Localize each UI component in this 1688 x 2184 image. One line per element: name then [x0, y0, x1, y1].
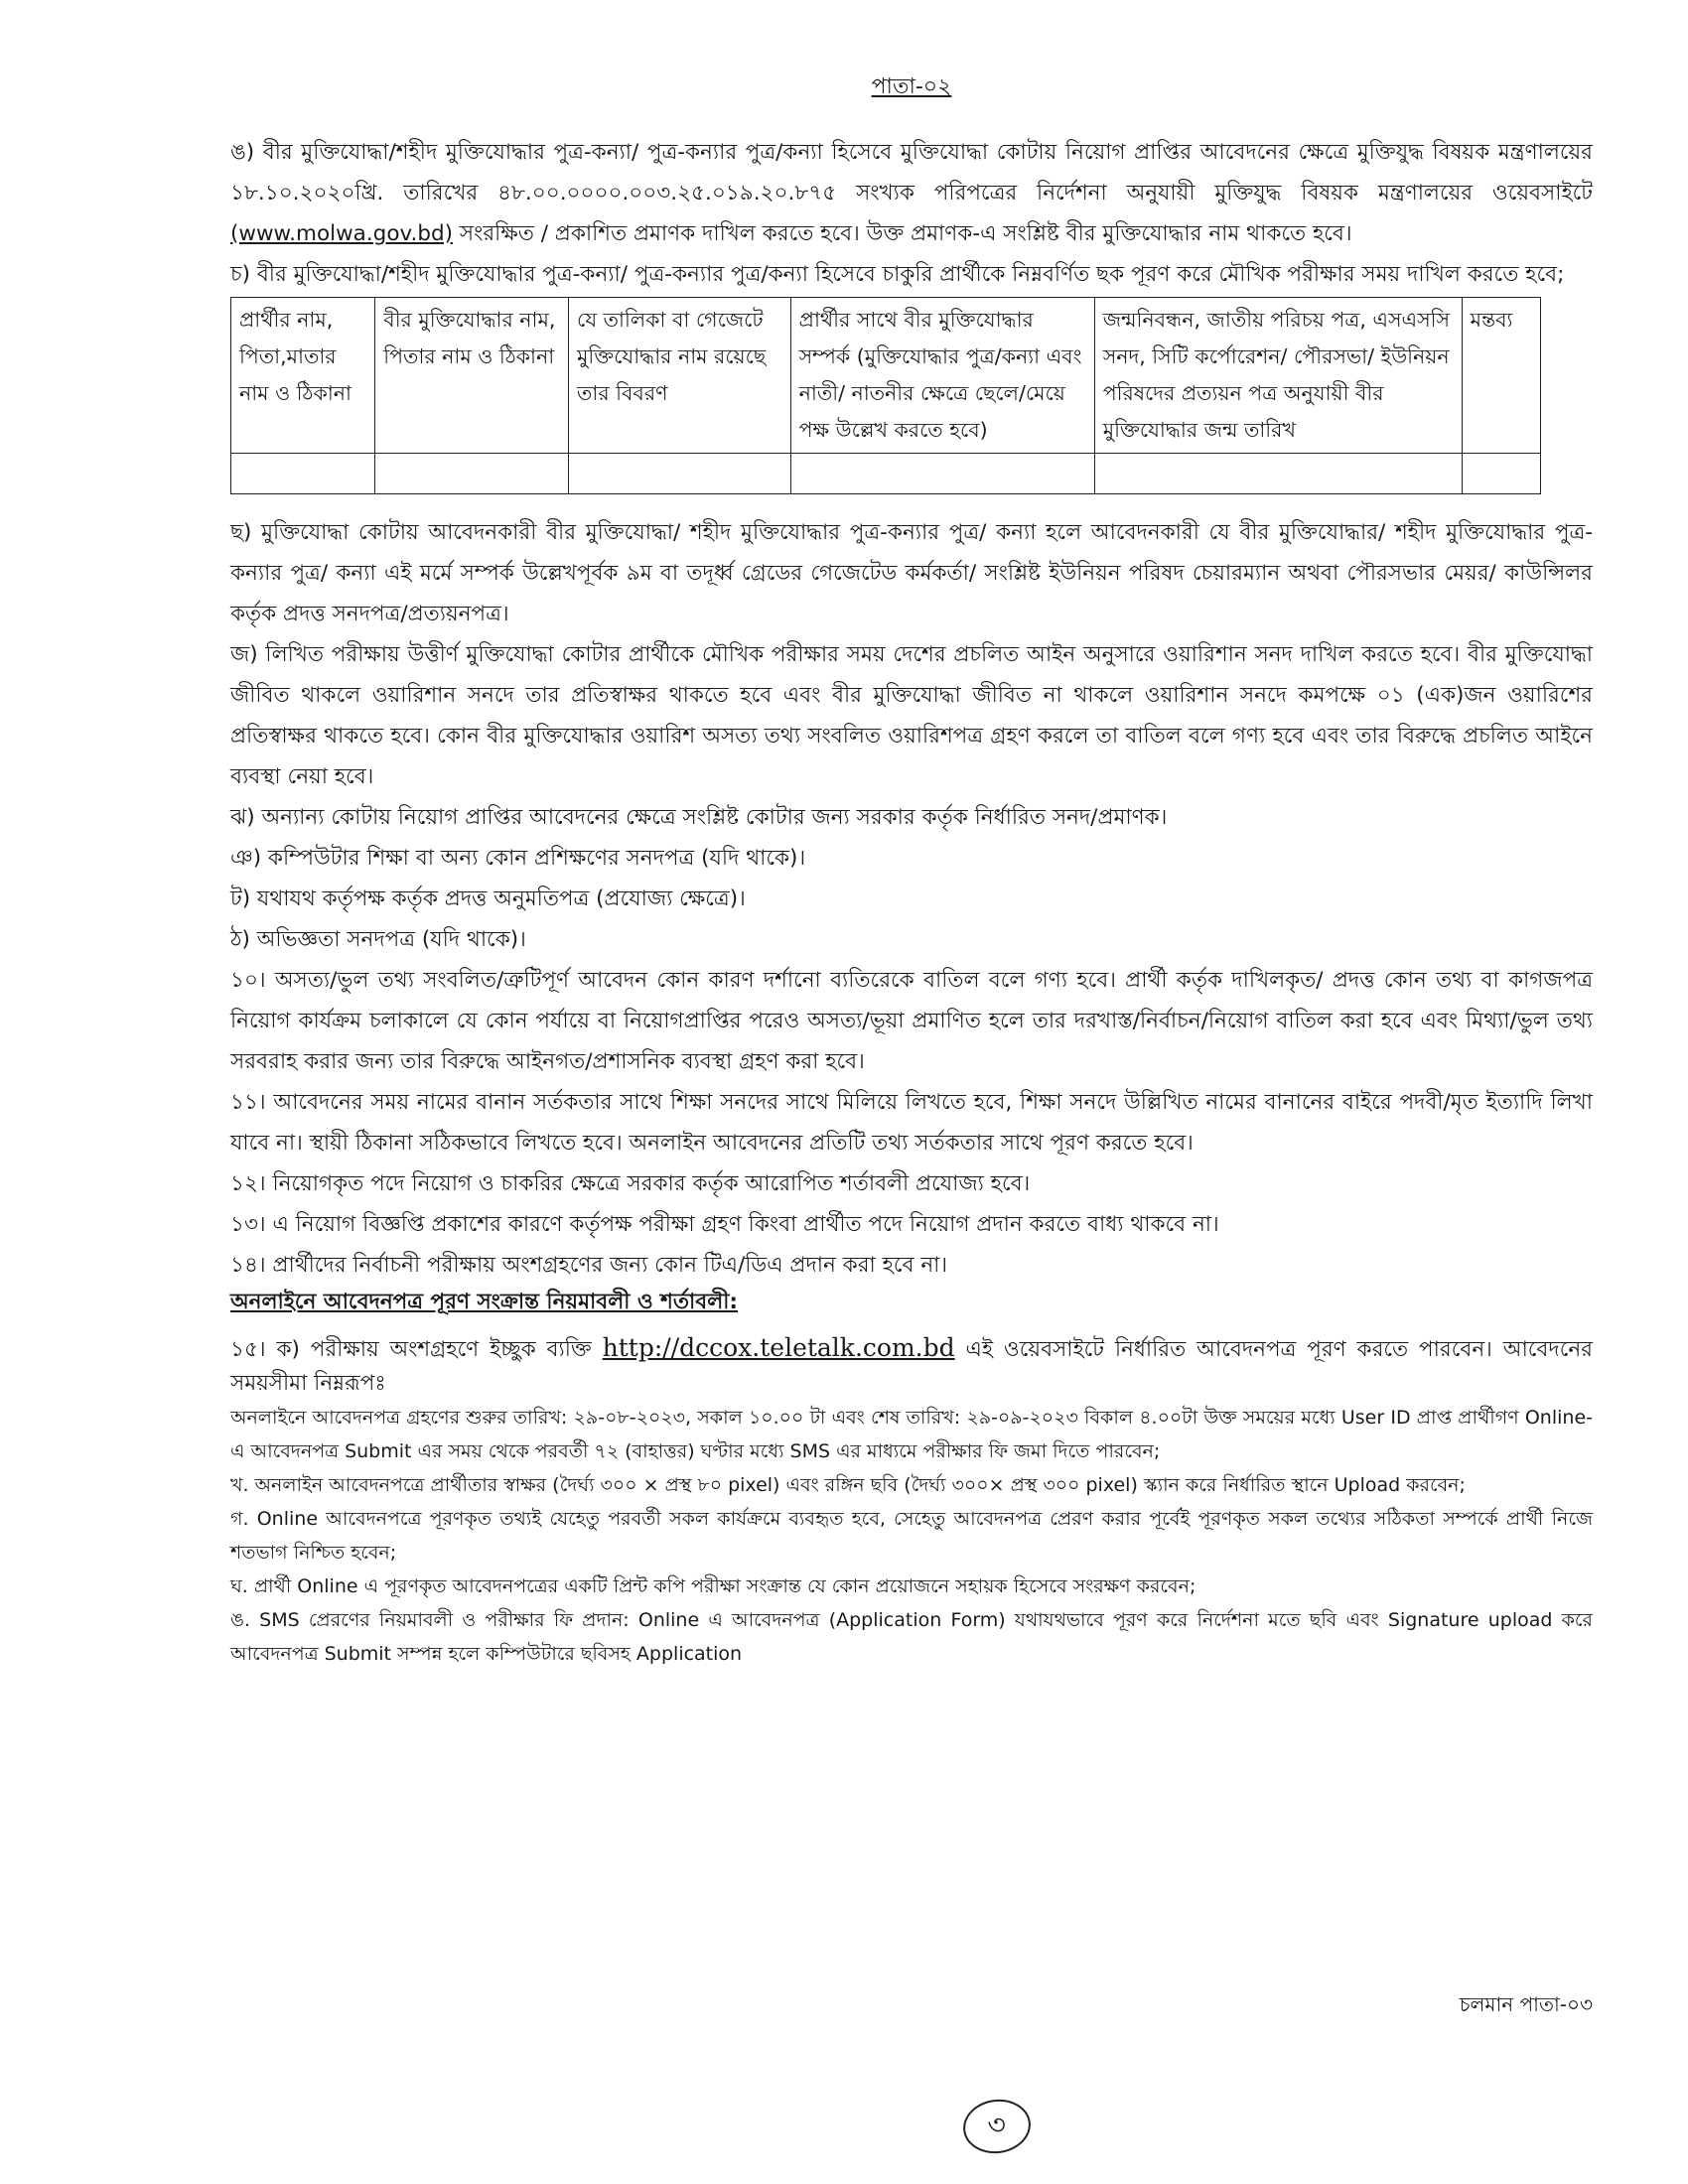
clause-ga: গ. Online আবেদনপত্রে পূরণকৃত তথ্যই যেহেতু পরবর্তী সকল কার্যক্রমে ব্যবহৃত হবে, সেহেতু আবেদনপত্র প্রেরণ করার পূর্বেই পূরণকৃত সকল তথ্যের সঠিকতা সম্পর্কে প্রার্থী নিজে শতভাগ নিশ্চিত হবেন;: [230, 1508, 1593, 1564]
clause-ta: ট) যথাযথ কর্তৃপক্ষ কর্তৃক প্রদত্ত অনুমতিপত্র (প্রযোজ্য ক্ষেত্রে)।: [230, 887, 746, 911]
teletalk-link[interactable]: http://dccox.teletalk.com.bd: [602, 1333, 955, 1362]
clause-chha: ছ) মুক্তিযোদ্ধা কোটায় আবেদনকারী বীর মুক্তিযোদ্ধা/ শহীদ মুক্তিযোদ্ধার পুত্র-কন্যার পুত্র/ কন্যা হলে আবেদনকারী যে বীর মুক্তিযোদ্ধার/ শহীদ মুক্তিযোদ্ধার পুত্র-কন্যার পুত্র/ কন্যা এই মর্মে সম্পর্ক উল্লেখপূর্বক ৯ম বা তদূর্ধ্ব গ্রেডের গেজেটেড কর্মকর্তা/ সংশ্লিষ্ট ইউনিয়ন পরিষদ চেয়ারম্যান অথবা পৌরসভার মেয়র/ কাউন্সিলর কর্তৃক প্রদত্ত সনদপত্র/প্রত্যয়নপত্র।: [230, 520, 1593, 626]
molwa-link[interactable]: (www.molwa.gov.bd): [230, 221, 454, 246]
clause-uma: ঙ. SMS প্রেরণের নিয়মাবলী ও পরীক্ষার ফি প্রদান: Online এ আবেদনপত্র (Application Form) যথাযথভাবে পূরণ করে নির্দেশনা মতে ছবি এবং Signature upload করে আবেদনপত্র Submit সম্পন্ন হলে কম্পিউটারে ছবিসহ Application: [230, 1609, 1593, 1665]
clause-kha: খ. অনলাইন আবেদনপত্রে প্রার্থীতার স্বাক্ষর (দৈর্ঘ্য ৩০০ × প্রস্থ ৮০ pixel) এবং রঙ্গিন ছবি (দৈর্ঘ্য ৩০০× প্রস্থ ৩০০ pixel) স্ক্যান করে নির্ধারিত স্থানে Upload করবেন;: [230, 1474, 1466, 1496]
freedom-fighter-table: [230, 297, 1541, 494]
clause-ja: জ) লিখিত পরীক্ষায় উত্তীর্ণ মুক্তিযোদ্ধা কোটার প্রার্থীকে মৌখিক পরীক্ষার সময় দেশের প্রচলিত আইন অনুসারে ওয়ারিশান সনদ দাখিল করতে হবে। বীর মুক্তিযোদ্ধা জীবিত থাকলে ওয়ারিশান সনদে তার প্রতিস্বাক্ষর থাকতে হবে এবং বীর মুক্তিযোদ্ধা জীবিত না থাকলে ওয়ারিশান সনদে কমপক্ষে ০১ (এক)জন ওয়ারিশের প্রতিস্বাক্ষর থাকতে হবে। কোন বীর মুক্তিযোদ্ধার ওয়ারিশ অসত্য তথ্য সংবলিত ওয়ারিশপত্র গ্রহণ করলে তা বাতিল বলে গণ্য হবে এবং তার বিরুদ্ধে প্রচলিত আইনে ব্যবস্থা নেয়া হবে।: [230, 642, 1593, 789]
table-cell[interactable]: [569, 454, 791, 494]
continue-note: চলমান পাতা-০৩: [1459, 1992, 1593, 2016]
page-header: পাতা-০২: [871, 74, 952, 99]
application-dates: অনলাইনে আবেদনপত্র গ্রহণের শুরুর তারিখ: ২৯-০৮-২০২৩, সকাল ১০.০০ টা এবং শেষ তারিখ: ২৯-০৯-২০২৩ বিকাল ৪.০০টা উক্ত সময়ের মধ্যে User ID প্রাপ্ত প্রার্থীগণ Online- এ আবেদনপত্র Submit এর সময় থেকে পরবর্তী ৭২ (বাহাত্তর) ঘণ্টার মধ্যে SMS এর মাধ্যমে পরীক্ষার ফি জমা দিতে পারবেন;: [230, 1407, 1593, 1462]
table-header-cell: যে তালিকা বা গেজেটে মুক্তিযোদ্ধার নাম রয়েছে তার বিবরণ: [569, 298, 791, 454]
clause-10: ১০। অসত্য/ভুল তথ্য সংবলিত/ত্রুটিপূর্ণ আবেদন কোন কারণ দর্শানো ব্যতিরেকে বাতিল বলে গণ্য হবে। প্রার্থী কর্তৃক দাখিলকৃত/ প্রদত্ত কোন তথ্য বা কাগজপত্র নিয়োগ কার্যক্রম চলাকালে যে কোন পর্যায়ে বা নিয়োগপ্রাপ্তির পরেও অসত্য/ভূয়া প্রমাণিত হলে তার দরখাস্ত/নির্বাচন/নিয়োগ বাতিল করা হবে এবং মিথ্যা/ভুল তথ্য সরবরাহ করার জন্য তার বিরুদ্ধে আইনগত/প্রশাসনিক ব্যবস্থা গ্রহণ করা হবে।: [230, 968, 1593, 1074]
table-header-row: [231, 298, 1541, 454]
clause-14: ১৪। প্রার্থীদের নির্বাচনী পরীক্ষায় অংশগ্রহণের জন্য কোন টিএ/ডিএ প্রদান করা হবে না।: [230, 1253, 948, 1278]
clause-11: ১১। আবেদনের সময় নামের বানান সর্তকতার সাথে শিক্ষা সনদের সাথে মিলিয়ে লিখতে হবে, শিক্ষা সনদে উল্লিখিত নামের বানানের বাইরে পদবী/মৃত ইত্যাদি লিখা যাবে না। স্থায়ী ঠিকানা সঠিকভাবে লিখতে হবে। অনলাইন আবেদনের প্রতিটি তথ্য সর্তকতার সাথে পূরণ করতে হবে।: [230, 1090, 1593, 1156]
table-header-cell: মন্তব্য: [1462, 298, 1540, 454]
online-section-title: অনলাইনে আবেদনপত্র পূরণ সংক্রান্ত নিয়মাবলী ও শর্তাবলী:: [230, 1290, 738, 1314]
table-row: [231, 454, 1541, 494]
table-cell[interactable]: [375, 454, 569, 494]
table-header-cell: প্রার্থীর সাথে বীর মুক্তিযোদ্ধার সম্পর্ক (মুক্তিযোদ্ধার পুত্র/কন্যা এবং নাতী/ নাতনীর ক্ষেত্রে ছেলে/মেয়ে পক্ষ উল্লেখ করতে হবে): [790, 298, 1094, 454]
clause-gha: ঘ. প্রার্থী Online এ পূরণকৃত আবেদনপত্রের একটি প্রিন্ট কপি পরীক্ষা সংক্রান্ত যে কোন প্রয়োজনে সহায়ক হিসেবে সংরক্ষণ করবেন;: [230, 1575, 1196, 1597]
clause-cha1-text: ঙ) বীর মুক্তিযোদ্ধা/শহীদ মুক্তিযোদ্ধার পুত্র-কন্যা/ পুত্র-কন্যার পুত্র/কন্যা হিসেবে মুক্তিযোদ্ধা কোটায় নিয়োগ প্রাপ্তির আবেদনের ক্ষেত্রে মুক্তিযুদ্ধ বিষয়ক মন্ত্রণালয়ের ১৮.১০.২০২০খ্রি. তারিখের ৪৮.০০.০০০০.০০৩.২৫.০১৯.২০.৮৭৫ সংখ্যক পরিপত্রের নির্দেশনা অনুযায়ী মুক্তিযুদ্ধ বিষয়ক মন্ত্রণালয়ের ওয়েবসাইটে: [230, 140, 1593, 205]
clause-15: [230, 1331, 1593, 1401]
clause-15-suffix: এই ওয়েবসাইটে নির্ধারিত আবেদনপত্র পূরণ করতে পারবেন। আবেদনের সময়সীমা নিম্নরূপঃ: [230, 1337, 1593, 1396]
table-header-cell: প্রার্থীর নাম, পিতা,মাতার নাম ও ঠিকানা: [231, 298, 375, 454]
table-cell[interactable]: [1094, 454, 1462, 494]
table-cell[interactable]: [231, 454, 375, 494]
table-header-cell: জন্মনিবন্ধন, জাতীয় পরিচয় পত্র, এসএসসি সনদ, সিটি কর্পোরেশন/ পৌরসভা/ ইউনিয়ন পরিষদের প্রত্যয়ন পত্র অনুযায়ী বীর মুক্তিযোদ্ধার জন্ম তারিখ: [1094, 298, 1462, 454]
clause-15-prefix: ১৫। ক) পরীক্ষায় অংশগ্রহণে ইচ্ছুক ব্যক্তি: [230, 1337, 592, 1362]
table-header-cell: বীর মুক্তিযোদ্ধার নাম, পিতার নাম ও ঠিকানা: [375, 298, 569, 454]
clause-cha1-tail: সংরক্ষিত / প্রকাশিত প্রমাণক দাখিল করতে হবে। উক্ত প্রমাণক-এ সংশ্লিষ্ট বীর মুক্তিযোদ্ধার নাম থাকতে হবে।: [459, 221, 1352, 246]
clause-nya: ঞ) কম্পিউটার শিক্ষা বা অন্য কোন প্রশিক্ষণের সনদপত্র (যদি থাকে)।: [230, 846, 806, 871]
page-number: ৩: [960, 2096, 1035, 2158]
clause-jha: ঝ) অন্যান্য কোটায় নিয়োগ প্রাপ্তির আবেদনের ক্ষেত্রে সংশ্লিষ্ট কোটার জন্য সরকার কর্তৃক নির্ধারিত সনদ/প্রমাণক।: [230, 805, 1168, 830]
table-cell[interactable]: [1462, 454, 1540, 494]
clause-13: ১৩। এ নিয়োগ বিজ্ঞপ্তি প্রকাশের কারণে কর্তৃপক্ষ পরীক্ষা গ্রহণ কিংবা প্রার্থীত পদে নিয়োগ প্রদান করতে বাধ্য থাকবে না।: [230, 1212, 1219, 1237]
clause-cha1: [230, 132, 1593, 254]
clause-12: ১২। নিয়োগকৃত পদে নিয়োগ ও চাকরির ক্ষেত্রে সরকার কর্তৃক আরোপিত শর্তাবলী প্রযোজ্য হবে।: [230, 1171, 1031, 1196]
table-cell[interactable]: [790, 454, 1094, 494]
clause-tha: ঠ) অভিজ্ঞতা সনদপত্র (যদি থাকে)।: [230, 927, 526, 952]
clause-cha2: চ) বীর মুক্তিযোদ্ধা/শহীদ মুক্তিযোদ্ধার পুত্র-কন্যা/ পুত্র-কন্যার পুত্র/কন্যা হিসেবে চাকুরি প্রার্থীকে নিম্নবর্ণিত ছক পূরণ করে মৌখিক পরীক্ষার সময় দাখিল করতে হবে;: [230, 262, 1565, 287]
